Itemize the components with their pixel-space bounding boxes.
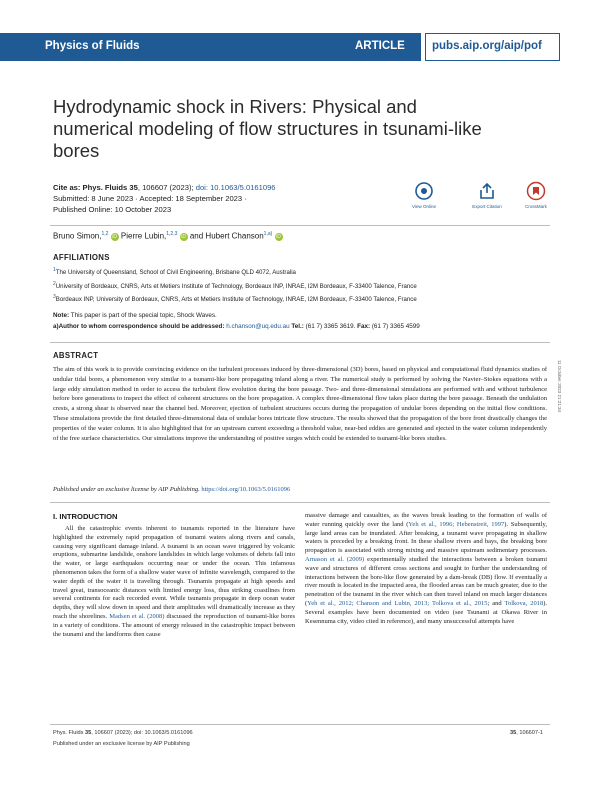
- author-name[interactable]: and Hubert Chanson: [189, 231, 264, 241]
- affil-text: The University of Queensland, School of Civil Engineering, Brisbane QLD 4072, Australia: [55, 269, 296, 277]
- email-link[interactable]: h.chanson@uq.edu.au: [226, 323, 290, 330]
- orcid-icon[interactable]: iD: [276, 233, 281, 240]
- introduction-heading: I. INTRODUCTION: [53, 512, 118, 521]
- special-topic-note: [53, 312, 217, 319]
- author-list: [53, 231, 283, 241]
- export-citation-button[interactable]: [467, 181, 507, 209]
- author-affil-sup: 1,a): [263, 231, 273, 237]
- affil-text: University of Bordeaux, CNRS, Arts et Metiers Institute of Technology, Bordeaux INP, INRAE, I2M Bordeaux, F-33400 Talence, France: [55, 283, 417, 291]
- fax-label: Fax:: [357, 323, 371, 330]
- footer-journal: Phys. Fluids: [53, 730, 84, 736]
- citation-link[interactable]: Yeh et al., 2012; Chanson and Lubin, 2013; Tolkova et al., 2015: [307, 599, 488, 607]
- affiliations-heading: AFFILIATIONS: [53, 253, 110, 262]
- affiliation-item: [53, 294, 417, 303]
- note-label: Note:: [53, 312, 70, 319]
- intro-left-column: [53, 525, 295, 639]
- divider: [50, 342, 550, 343]
- page-volume: 35: [510, 730, 517, 736]
- cite-volume: 35: [129, 183, 138, 192]
- download-timestamp: 11 October 2023 21:21:34: [557, 360, 562, 412]
- intro-paragraph: massive damage and casualties, as the waves break leading to the formation of walls of water running quickly over the land (: [305, 512, 547, 528]
- orcid-icon[interactable]: iD: [181, 233, 186, 240]
- view-online-icon: [414, 181, 434, 201]
- affil-sup: 1: [53, 267, 56, 273]
- page-number: [510, 730, 543, 736]
- affiliation-item: [53, 281, 417, 290]
- page-id: , 106607-1: [516, 730, 543, 736]
- export-citation-icon: [477, 181, 497, 201]
- submitted-dates: Submitted: 8 June 2023 · Accepted: 18 September 2023 ·: [53, 194, 247, 203]
- intro-paragraph: All the catastrophic events inherent to tsunamis reported in the literature have highlighted the extremely rapid propagation of tsunami waters along rivers and canals, causing very significant damage inland. A tsunami is an ocean wave triggered by volcanic eruptions, submarine landslide, onshore landslides in which large volumes of debris fall into the water, or large earthquakes occurring near or under the ocean. This infamous phenomenon takes the form of a shallow water wave of infinite wavelength, compared to the water depth of the water it is traveling through. Tsunamis propagate at high speeds and travel great, transoceanic distances with limited energy loss, thus striking coastlines from several continents for each recorded event. While tsunamis propagate in deep ocean water depths, they will slow down in speed and their amplitudes will dramatically increase as they reach the shorelines.: [53, 525, 295, 620]
- view-online-button[interactable]: [404, 181, 444, 209]
- view-online-label: View Online: [412, 204, 436, 209]
- abstract-heading: ABSTRACT: [53, 351, 99, 360]
- intro-paragraph: ; and: [487, 599, 502, 607]
- fax-value: (61 7) 3365 4599: [371, 323, 420, 330]
- orcid-icon[interactable]: iD: [112, 233, 118, 240]
- intro-right-column: [305, 512, 547, 626]
- note-text: This paper is part of the special topic, Shock Waves.: [70, 312, 217, 319]
- citation-line: [53, 183, 276, 192]
- correspondence-note: [53, 323, 420, 330]
- divider: [50, 502, 550, 503]
- cite-label: Cite as: Phys. Fluids: [53, 183, 128, 192]
- intro-paragraph: ). Several examples have been documented on video (see Tsunami at Okawa River in Kesennuma city, video cited in reference), and many unsuccessful attempts have: [305, 599, 547, 625]
- footer-doi: , 106607 (2023); doi: 10.1063/5.0161096: [91, 730, 193, 736]
- citation-link[interactable]: Arnason et al. (2009): [305, 555, 365, 563]
- citation-link[interactable]: Tolkova, 2018: [504, 599, 544, 607]
- author-affil-sup: 1,2: [101, 231, 109, 237]
- affil-sup: 2: [53, 281, 56, 287]
- crossmark-button[interactable]: [516, 181, 556, 209]
- cite-rest: , 106607 (2023);: [137, 183, 194, 192]
- abstract-text: The aim of this work is to provide convincing evidence on the turbulent processes induced by three-dimensional (3D) bores, based on physical and computational fluid dynamics studies of undular tidal bores, a phenomenon very similar to a tsunami-like bore propagating inland along a river. The numerical study is performed by solving the Navier–Stokes equations with a large eddy simulation method in order to access the turbulent flow evolution during the bore passage. Two- and three-dimensional simulations are performed with and without turbulence before bore generations to inspect the effect of coherent structures on the bore propagation. A complex three-dimensional flow takes place during the bore passage. Beneath the undulation crests, a strong shear is observed near the channel bed. Moreover, ejection of turbulent structures occurs during the propagation of undular bores depending on the initial flow conditions. These simulations provide the first detailed three-dimensional data of undular bores intricate flow structure. The results showed that the propagation of the bore front drastically changes the properties of the water column. It is also highlighted that for an upstream current exceeding a threshold value, near-bed eddies are generated and ejected in the water column independently of the free surface characteristics. Our simulations improve the understanding of positive surges which could be extended to tsunami-like bores studies.: [53, 366, 547, 442]
- tel-label: Tel.:: [291, 323, 304, 330]
- author-name[interactable]: Pierre Lubin,: [120, 231, 167, 241]
- author-name[interactable]: Bruno Simon,: [53, 231, 102, 241]
- intro-paragraph: discussed the reproduction of tsunami-like bores in a variety of conditions. The amount of energy released in the catastrophic impact between the tsunami and the landforms then cause: [53, 612, 296, 638]
- author-affil-sup: 1,2,3: [166, 231, 178, 237]
- tel-value: (61 7) 3365 3619.: [305, 323, 356, 330]
- article-type-label: ARTICLE: [355, 40, 405, 52]
- published-online-date: Published Online: 10 October 2023: [53, 205, 172, 214]
- doi-link[interactable]: doi: 10.1063/5.0161096: [195, 183, 276, 192]
- affil-sup: 3: [53, 294, 56, 300]
- journal-name: Physics of Fluids: [45, 40, 140, 52]
- citation-link[interactable]: Madsen et al. (2008): [109, 612, 165, 620]
- intro-paragraph: ). Subsequently, large land areas can be inundated. After breaking, a tsunami wave propagating in shallow waters is preceded by a breaking front. In these shallow rivers and bays, the breaking bore propagation is associated with strong mixing and massive upstream sedimentary processes.: [305, 520, 547, 555]
- citation-link[interactable]: Yeh et al., 1996; Hebenstreit, 1997: [408, 520, 505, 528]
- export-citation-label: Export Citation: [472, 204, 502, 209]
- crossmark-icon: [526, 181, 546, 201]
- journal-url-link[interactable]: pubs.aip.org/aip/pof: [432, 40, 542, 52]
- footer-volume: 35: [85, 730, 92, 736]
- license-text: Published under an exclusive license by AIP Publishing.: [53, 486, 200, 493]
- intro-paragraph: experimentally studied the interactions between a broken tsunami wave and structures of different cross sections and sought to further the understanding of interactions between the bore-like flow generated by a dam-break (DB) flow. If eventually a river mouth is located in the impacted area, the flooded areas can be much greater, due to the penetration of the tsunami in the river which can then travel inland on much larger distances (: [305, 555, 548, 607]
- footer-divider: [50, 724, 550, 725]
- article-title: Hydrodynamic shock in Rivers: Physical and numerical modeling of flow structures in tsunami-like bores: [53, 96, 482, 161]
- footer-license: Published under an exclusive license by AIP Publishing: [53, 741, 190, 747]
- affiliation-item: [53, 267, 296, 276]
- footer-citation: [53, 730, 193, 736]
- affil-text: Bordeaux INP, University of Bordeaux, CNRS, Arts et Metiers Institute of Technology, INRAE, I2M Bordeaux, F-33400 Talence, France: [55, 296, 417, 304]
- license-line: [53, 486, 290, 493]
- crossmark-label: CrossMark: [525, 204, 547, 209]
- correspondence-label: a)Author to whom correspondence should be addressed:: [53, 323, 225, 330]
- divider: [50, 225, 550, 226]
- license-doi-link[interactable]: https://doi.org/10.1063/5.0161096: [201, 486, 291, 493]
